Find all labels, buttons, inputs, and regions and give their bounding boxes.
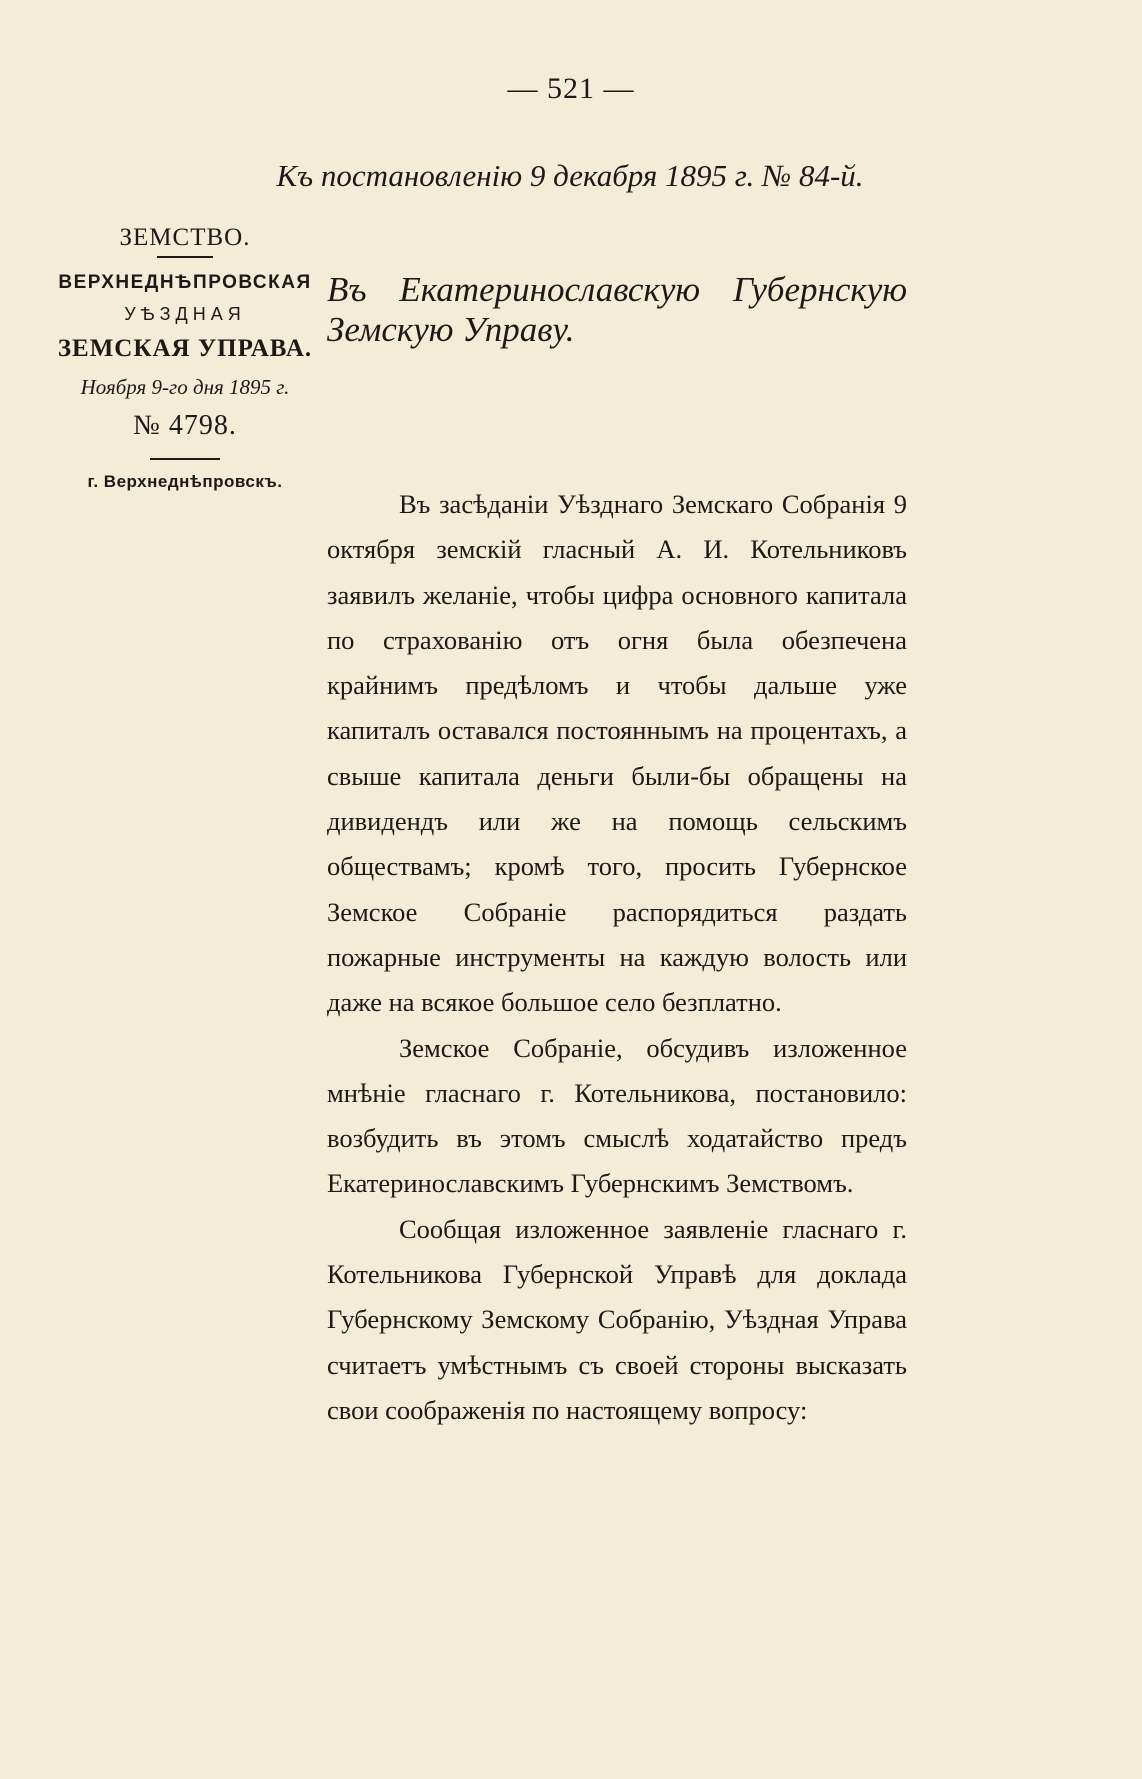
sender-block bbox=[40, 224, 330, 492]
office-name-line2: УѢЗДНАЯ bbox=[124, 304, 246, 324]
paragraph: Земское Собраніе, обсудивъ изложенное мнѣніе гласнаго г. Котельникова, постановило: возбудить въ этомъ смыслѣ ходатайство предъ Екатеринославскимъ Губернскимъ Земствомъ. bbox=[327, 1032, 907, 1199]
divider bbox=[157, 256, 213, 258]
letter-number: № 4798. bbox=[133, 410, 237, 441]
office-name-line3: ЗЕМСКАЯ УПРАВА. bbox=[57, 335, 313, 362]
page-number: — 521 — bbox=[507, 72, 635, 105]
recipient-address: Въ Екатеринославскую Губернскую Земскую Управу. bbox=[327, 270, 907, 349]
sender-city: г. Верхнеднѣпровскъ. bbox=[87, 472, 283, 491]
letter-date: Ноября 9-го дня 1895 г. bbox=[80, 375, 290, 399]
paragraph: Въ засѣданіи Уѣзднаго Земскаго Собранія 9 октября земскій гласный А. И. Котельниковъ заявилъ желаніе, чтобы цифра основного капитала по страхованію отъ огня была обезпечена крайнимъ предѣломъ и чтобы дальше уже капиталъ оставался постояннымъ на процентахъ, а свыше капитала деньги были-бы обращены на дивидендъ или же на помощь сельскимъ обществамъ; кромѣ того, просить Губернское Земское Собраніе распорядиться раздать пожарные инструменты на каждую волость или даже на всякое большое село безплатно. bbox=[327, 489, 907, 1018]
paragraph: Сообщая изложенное заявленіе гласнаго г. Котельникова Губернской Управѣ для доклада Губернскому Земскому Собранію, Уѣздная Управа считаетъ умѣстнымъ съ своей стороны высказать свои соображенія по настоящему вопросу: bbox=[327, 1213, 907, 1425]
office-name-line1: ВЕРХНЕДНѢПРОВСКАЯ bbox=[58, 272, 312, 293]
letter-body bbox=[327, 482, 907, 1433]
document-heading: Къ постановленію 9 декабря 1895 г. № 84-й. bbox=[276, 158, 864, 193]
zemstvo-label: ЗЕМСТВО. bbox=[119, 224, 251, 251]
divider bbox=[150, 458, 220, 460]
